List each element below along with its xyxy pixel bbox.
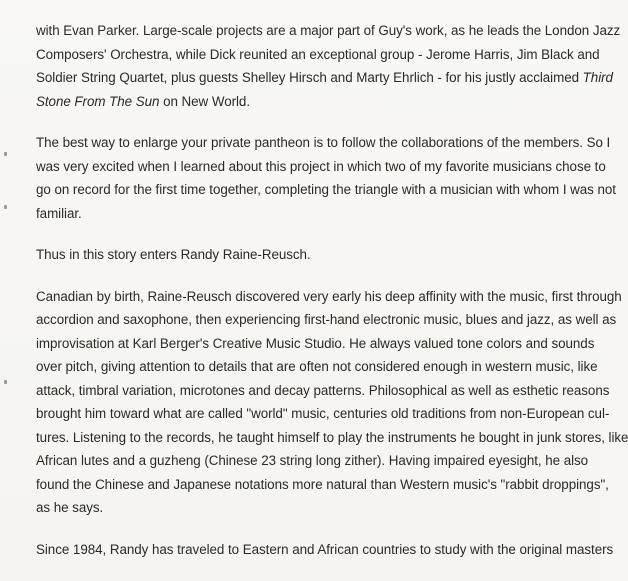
text-line: attack, timbral variation, microtones and decay patterns. Philosophical as well as esthetic reasons [36,382,610,398]
text-line: Canadian by birth, Raine-Reusch discovered very early his deep affinity with the music, first through [36,288,622,304]
body-text [36,19,628,579]
album-title: Third [582,70,613,85]
text-line: over pitch, giving attention to details that are often not considered enough in western music, like [36,359,598,374]
paragraph [36,131,616,225]
text-line: with Evan Parker. Large-scale projects are a major part of Guy's work, as he leads the London Jazz [36,23,621,38]
text-line: Soldier String Quartet, plus guests Shelley Hirsch and Marty Ehrlich - for his justly acclaimed Third [36,70,613,85]
text-line: found the Chinese and Japanese notations more natural than Western music's "rabbit droppings", [36,476,609,492]
paragraph [36,538,614,562]
album-title: Stone From The Sun [36,93,160,109]
paragraph [36,285,628,520]
text-line: tures. Listening to the records, he taught himself to play the instruments he bought in junk stores, like [36,429,628,445]
paragraph [36,243,592,267]
text-line: The best way to enlarge your private pantheon is to follow the collaborations of the members. So I [36,135,611,150]
text-line: improvisation at Karl Berger's Creative Music Studio. He always valued tone colors and sounds [36,335,595,351]
text-line: accordion and saxophone, then experiencing first-hand electronic music, blues and jazz, as well as [36,312,617,327]
text-line: African lutes and a guzheng (Chinese 23 string long zither). Having impaired eyesight, he also [36,453,589,468]
page-edge-mark [4,380,7,384]
text-line: Thus in this story enters Randy Raine-Reusch. [36,247,311,262]
text-line: go on record for the first time together, completing the triangle with a musician with whom I was not [36,182,616,197]
text-line: Composers' Orchestra, while Dick reunited an exceptional group - Jerome Harris, Jim Black and [36,46,600,62]
page-edge-mark [4,152,7,156]
paragraph [36,19,621,113]
page-edge-mark [4,205,7,209]
text-line: brought him toward what are called "world" music, centuries old traditions from non-European cul- [36,406,610,421]
text-line: as he says. [36,500,104,515]
text-line: Since 1984, Randy has traveled to Eastern and African countries to study with the original masters [36,541,614,557]
text-line: was very excited when I learned about this project in which two of my favorite musicians chose to [36,158,606,174]
text-line: Stone From The Sun on New World. [36,93,250,109]
text-line: familiar. [36,205,82,221]
